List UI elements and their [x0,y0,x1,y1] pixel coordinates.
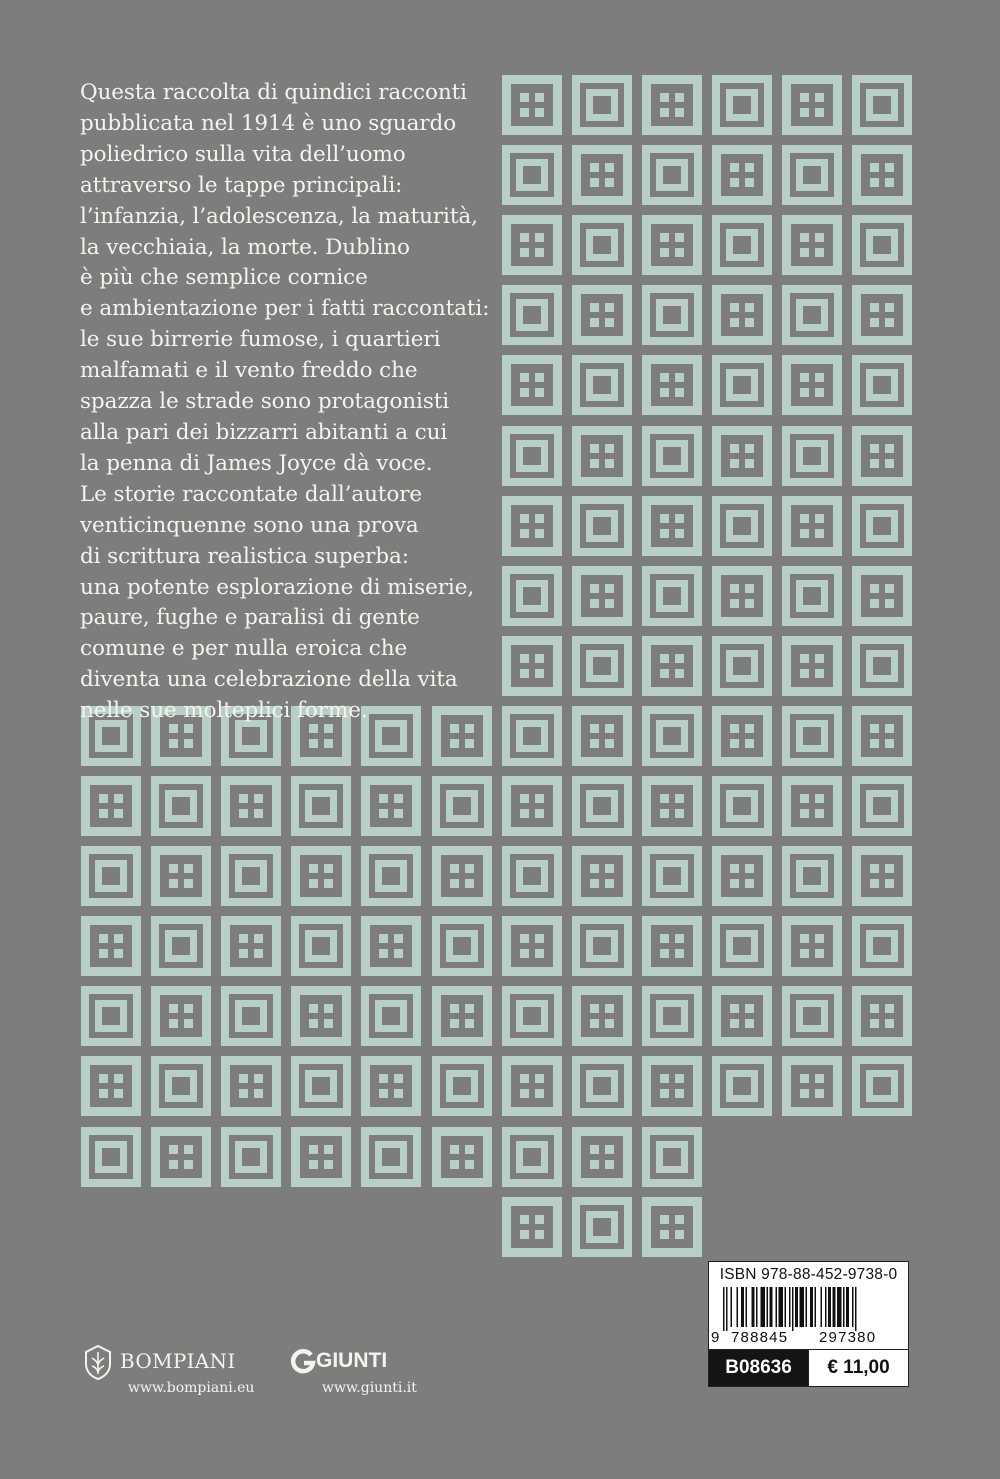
pattern-tile [572,496,632,556]
pattern-tile [221,776,281,836]
blurb-line: poliedrico sulla vita dell’uomo [80,141,406,167]
product-code: B08636 [709,1350,808,1386]
pattern-tile [572,916,632,976]
pattern-tile [852,285,912,345]
barcode-bar [741,1287,744,1327]
barcode-bar [846,1287,849,1327]
pattern-tile [572,355,632,415]
pattern-tile [572,986,632,1046]
pattern-tile [852,916,912,976]
barcode-bar [792,1287,794,1331]
pattern-tile [151,776,211,836]
barcode-bar [779,1287,784,1327]
pattern-tile [221,1127,281,1187]
pattern-tile [852,636,912,696]
pattern-tile [502,636,562,696]
pattern-tile [361,986,421,1046]
pattern-tile [782,285,842,345]
bompiani-logo-icon [80,1344,116,1380]
pattern-tile [502,355,562,415]
pattern-tile [852,426,912,486]
blurb-line: comune e per nulla eroica che [80,636,408,662]
pattern-tile [642,496,702,556]
pattern-tile [432,846,492,906]
pattern-tile [712,75,772,135]
pattern-tile [361,916,421,976]
pattern-tile [572,566,632,626]
barcode-bar [815,1287,817,1327]
pattern-tile [642,776,702,836]
blurb-line: nelle sue molteplici forme. [80,698,368,724]
pattern-tile [572,776,632,836]
pattern-tile [712,776,772,836]
barcode-bar [855,1287,857,1331]
pattern-tile [642,916,702,976]
pattern-tile [852,986,912,1046]
pattern-tile [151,846,211,906]
pattern-tile [572,75,632,135]
pattern-tile [852,496,912,556]
barcode-bar [731,1287,733,1327]
pattern-tile [361,1127,421,1187]
pattern-tile [782,706,842,766]
pattern-tile [852,355,912,415]
pattern-tile [712,986,772,1046]
pattern-tile [502,986,562,1046]
pattern-tile [642,636,702,696]
pattern-tile [572,215,632,275]
pattern-tile [642,426,702,486]
pattern-tile [852,75,912,135]
pattern-tile [572,1056,632,1116]
pattern-tile [572,706,632,766]
blurb-line: la vecchiaia, la morte. Dublino [80,234,410,260]
pattern-tile [81,916,141,976]
isbn-label: ISBN 978-88-452-9738-0 [719,1266,898,1283]
pattern-tile [291,776,351,836]
pattern-tile [642,1127,702,1187]
pattern-tile [291,916,351,976]
blurb-line: una potente esplorazione di miserie, [80,574,475,600]
pattern-tile [221,1056,281,1116]
pattern-tile [361,846,421,906]
pattern-tile [642,846,702,906]
barcode-bar [828,1287,831,1327]
barcode-bar [833,1287,836,1327]
pattern-tile [782,566,842,626]
pattern-tile [502,285,562,345]
blurb-line: spazza le strade sono protagonisti [80,389,450,415]
pattern-tile [432,1056,492,1116]
blurb-line: malfamati e il vento freddo che [80,358,418,384]
pattern-tile [852,706,912,766]
pattern-tile [712,496,772,556]
pattern-tile [151,1127,211,1187]
barcode-bar [795,1287,798,1327]
pattern-tile [782,776,842,836]
blurb-line: l’infanzia, l’adolescenza, la maturità, [80,203,478,229]
pattern-tile [502,75,562,135]
blurb-line: Le storie raccontate dall’autore [80,481,423,507]
pattern-tile [361,1056,421,1116]
barcode-bar [825,1287,827,1327]
pattern-tile [572,1197,632,1257]
pattern-tile [291,846,351,906]
pattern-tile [291,986,351,1046]
pattern-tile [361,776,421,836]
pattern-tile [572,636,632,696]
pattern-tile [712,706,772,766]
pattern-tile [432,986,492,1046]
pattern-tile [642,215,702,275]
pattern-tile [782,986,842,1046]
bompiani-name: BOMPIANI [120,1349,236,1373]
blurb-line: e ambientazione per i fatti raccontati: [80,296,490,322]
giunti-logo-icon [290,1348,316,1374]
blurb-line: la penna di James Joyce dà voce. [80,450,433,476]
pattern-tile [852,566,912,626]
blurb-line: attraverso le tappe principali: [80,172,403,198]
barcode-bar [752,1287,755,1327]
barcode-right-digits: 297380 [819,1329,877,1346]
pattern-tile [642,145,702,205]
barcode-panel [708,1261,909,1387]
blurb-line: di scrittura realistica superba: [80,543,409,569]
barcode-bar [737,1287,739,1327]
pattern-tile [642,355,702,415]
pattern-tile [782,846,842,906]
pattern-tile [782,916,842,976]
pattern-tile [712,846,772,906]
barcode-bar [837,1287,842,1327]
pattern-tile [852,215,912,275]
barcode-icon [723,1287,899,1331]
pattern-tile [782,75,842,135]
bompiani-url: www.bompiani.eu [128,1380,255,1396]
pattern-tile [782,496,842,556]
barcode-bar [806,1287,808,1327]
pattern-tile [572,145,632,205]
barcode-bar [723,1287,725,1331]
pattern-tile [712,215,772,275]
pattern-tile [712,355,772,415]
pattern-tile [502,1127,562,1187]
barcode-bar [761,1287,766,1327]
pattern-tile [502,846,562,906]
barcode-left-digits: 788845 [731,1329,789,1346]
blurb-line: diventa una celebrazione della vita [80,667,458,693]
pattern-tile [712,566,772,626]
barcode-bar [789,1287,791,1327]
pattern-tile [712,426,772,486]
pattern-tile [81,846,141,906]
pattern-tile [81,1127,141,1187]
barcode-bar [821,1287,823,1327]
blurb-line: Questa raccolta di quindici racconti [80,80,467,105]
pattern-tile [782,215,842,275]
pattern-tile [642,1197,702,1257]
pattern-tile [852,1056,912,1116]
pattern-tile [291,1127,351,1187]
pattern-tile [502,426,562,486]
pattern-tile [81,776,141,836]
pattern-tile [642,1056,702,1116]
blurb-line: è più che semplice cornice [80,265,368,291]
pattern-tile [432,916,492,976]
pattern-tile [572,285,632,345]
pattern-tile [502,145,562,205]
pattern-tile [221,846,281,906]
barcode-bar [785,1287,787,1327]
barcode-bar [746,1287,748,1327]
pattern-tile [572,1127,632,1187]
pattern-tile [782,355,842,415]
barcode-first-digit: 9 [711,1329,720,1346]
pattern-tile [502,215,562,275]
giunti-name: GIUNTI [316,1349,388,1372]
barcode-bar [770,1287,773,1327]
pattern-tile [432,776,492,836]
barcode-bar [852,1287,854,1327]
pattern-tile [782,426,842,486]
pattern-tile [572,426,632,486]
blurb-line: pubblicata nel 1914 è uno sguardo [80,110,457,136]
pattern-tile [712,285,772,345]
barcode-bar [810,1287,813,1327]
pattern-tile [712,916,772,976]
pattern-tile [642,285,702,345]
blurb-line: venticinquenne sono una prova [80,512,419,538]
pattern-tile [642,706,702,766]
pattern-tile [432,1127,492,1187]
blurb-line: paure, fughe e paralisi di gente [80,605,420,631]
barcode-bar [726,1287,728,1331]
pattern-tile [852,776,912,836]
pattern-tile [502,566,562,626]
barcode-bar [756,1287,758,1327]
pattern-tile [291,1056,351,1116]
pattern-tile [712,1056,772,1116]
pattern-tile [502,1056,562,1116]
giunti-url: www.giunti.it [322,1380,417,1396]
pattern-tile [502,706,562,766]
pattern-tile [502,496,562,556]
pattern-tile [502,776,562,836]
blurb-line: alla pari dei bizzarri abitanti a cui [80,419,448,445]
pattern-tile [852,145,912,205]
barcode-bar [843,1287,845,1327]
pattern-tile [151,986,211,1046]
pattern-tile [81,1056,141,1116]
barcode-bar [767,1287,769,1327]
pattern-tile [502,916,562,976]
code-price-row [709,1349,908,1386]
pattern-tile [782,145,842,205]
pattern-tile [782,636,842,696]
barcode-bar [776,1287,778,1327]
pattern-tile [712,145,772,205]
pattern-tile [151,916,211,976]
pattern-tile [221,986,281,1046]
blurb-line: le sue birrerie fumose, i quartieri [80,327,441,353]
pattern-tile [221,916,281,976]
pattern-tile [151,1056,211,1116]
pattern-tile [712,636,772,696]
pattern-tile [81,986,141,1046]
blurb-text [80,78,500,727]
pattern-tile [642,986,702,1046]
pattern-tile [502,1197,562,1257]
price-label: € 11,00 [808,1350,908,1386]
pattern-tile [642,75,702,135]
pattern-tile [782,1056,842,1116]
pattern-tile [642,566,702,626]
pattern-tile [852,846,912,906]
pattern-tile [572,846,632,906]
barcode-bar [800,1287,805,1327]
